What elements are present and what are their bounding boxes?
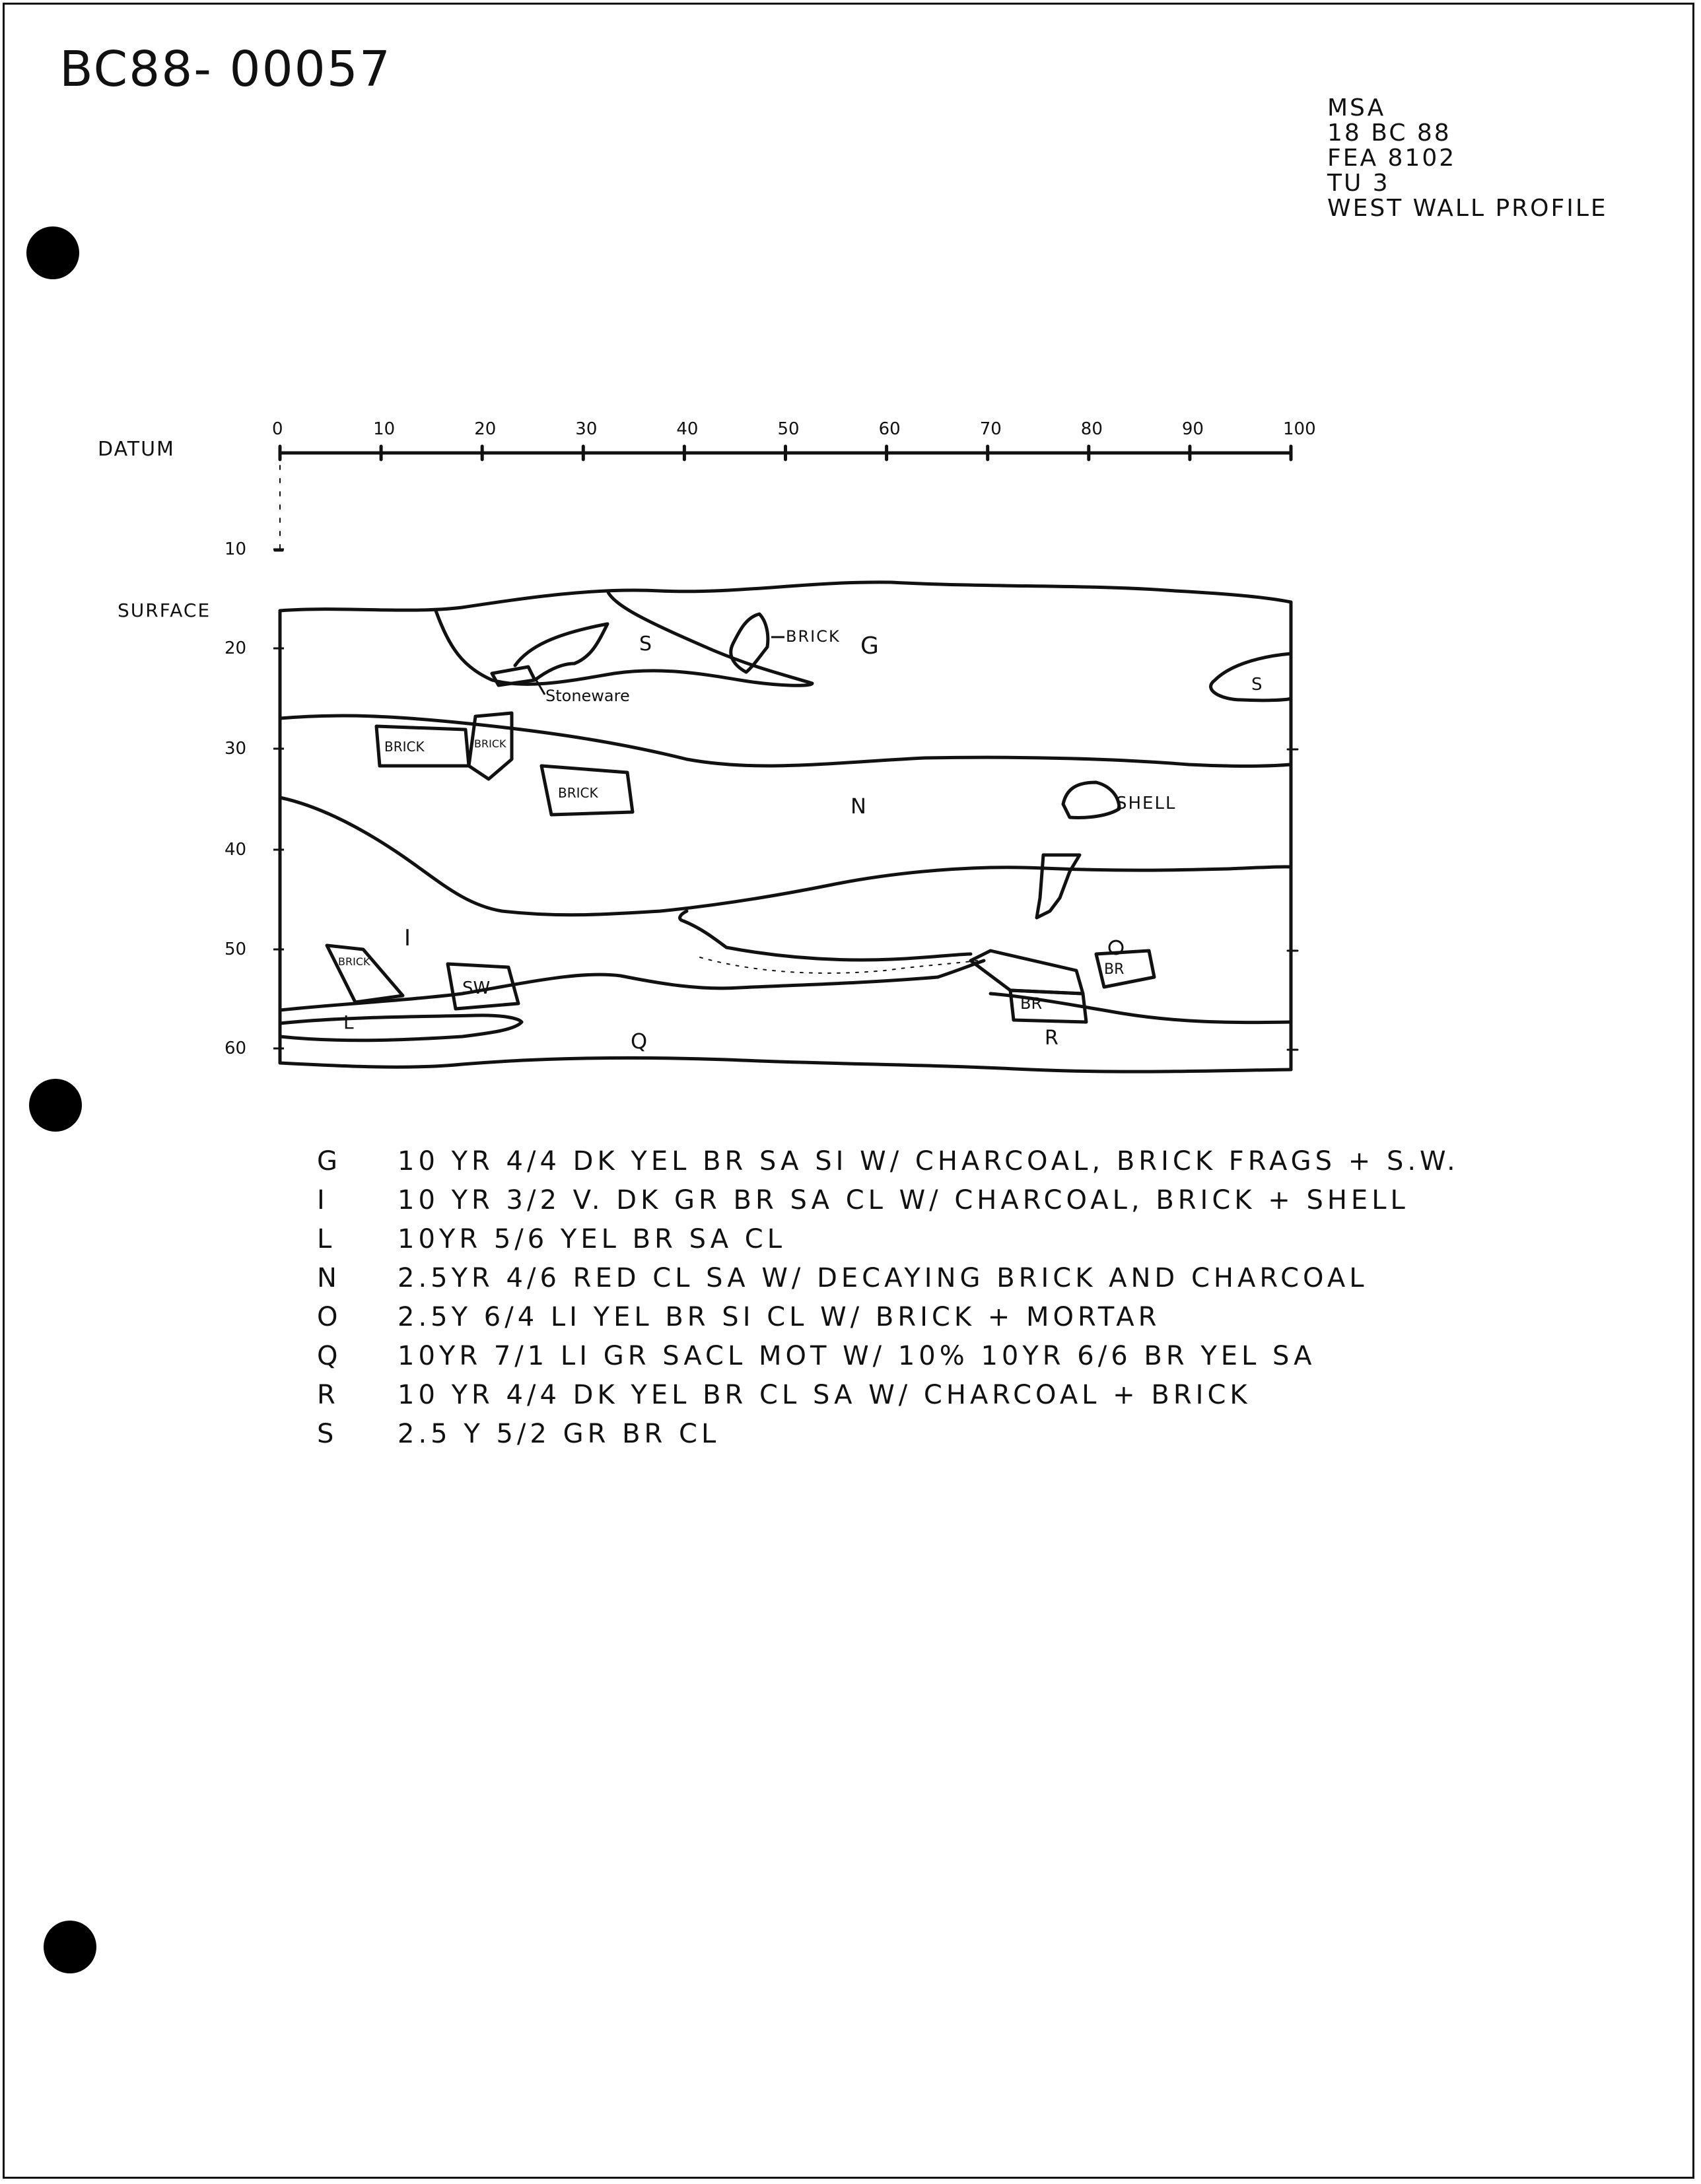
horizontal-tick-label: 0: [272, 419, 283, 439]
label-brick-top: BRICK: [786, 627, 841, 646]
legend-code: L: [317, 1224, 336, 1254]
horizontal-tick-label: 90: [1181, 419, 1204, 439]
horizontal-tick-label: 80: [1080, 419, 1103, 439]
label-sw: SW: [462, 978, 491, 998]
legend-code: Q: [317, 1341, 342, 1371]
surface-line: [280, 582, 1291, 611]
layer-boundary-O-wedge: [680, 911, 971, 960]
legend-description: 2.5YR 4/6 RED CL SA W/ DECAYING BRICK AND CHARCOAL: [398, 1263, 1368, 1293]
horizontal-tick-label: 50: [777, 419, 800, 439]
br-inclusion-lower-top: [971, 951, 1083, 994]
legend-description: 10 YR 4/4 DK YEL BR CL SA W/ CHARCOAL + BRICK: [398, 1380, 1251, 1410]
legend-code: N: [317, 1263, 341, 1293]
label-brick-lower-left: BRICK: [338, 955, 370, 968]
layer-boundary-I-Q-end: [938, 961, 984, 977]
horizontal-tick-label: 30: [575, 419, 598, 439]
header-line: 18 BC 88: [1327, 119, 1451, 147]
profile-bottom-line: [280, 1058, 1291, 1072]
legend-description: 2.5Y 6/4 LI YEL BR SI CL W/ BRICK + MORTAR: [398, 1302, 1161, 1332]
label-br-lower: BR: [1020, 994, 1043, 1013]
label-stoneware: Stoneware: [545, 687, 630, 705]
label-brick-left2: BRICK: [474, 737, 506, 750]
layer-label-G: G: [860, 632, 879, 660]
layer-label-L: L: [343, 1011, 354, 1033]
layer-label-N: N: [850, 794, 866, 819]
shell-inclusion: [1063, 782, 1119, 817]
vertical-tick-label: 10: [225, 539, 247, 559]
header-line: MSA: [1327, 94, 1386, 121]
stoneware-base: [492, 667, 535, 685]
surface-label: SURFACE: [118, 599, 211, 621]
layer-boundary-N-I: [280, 798, 1291, 915]
header-line: FEA 8102: [1327, 145, 1457, 172]
legend-description: 2.5 Y 5/2 GR BR CL: [398, 1419, 720, 1449]
brick-inclusion-column: [1037, 855, 1080, 918]
document-id: BC88- 00057: [59, 41, 392, 98]
layer-label-I: I: [404, 925, 411, 951]
legend-code: S: [317, 1419, 338, 1449]
layer-boundary-S-G: [436, 591, 812, 685]
vertical-tick-label: 40: [225, 840, 247, 860]
vertical-tick-label: 60: [225, 1039, 247, 1058]
horizontal-tick-label: 40: [676, 419, 699, 439]
brick-inclusion-lower-left: [327, 945, 403, 1002]
layer-label-S: S: [639, 632, 652, 656]
horizontal-tick-label: 20: [474, 419, 497, 439]
legend-description: 10 YR 3/2 V. DK GR BR SA CL W/ CHARCOAL, BRICK + SHELL: [398, 1185, 1409, 1215]
label-brick-center: BRICK: [558, 785, 598, 801]
layer-label-S-right: S: [1251, 675, 1263, 695]
layer-label-R: R: [1045, 1027, 1059, 1050]
label-br-small: BR: [1104, 961, 1125, 978]
layer-label-Q: Q: [631, 1029, 648, 1054]
legend-description: 10 YR 4/4 DK YEL BR SA SI W/ CHARCOAL, BRICK FRAGS + S.W.: [398, 1146, 1459, 1177]
legend-description: 10YR 5/6 YEL BR SA CL: [398, 1224, 786, 1254]
horizontal-tick-labels: [272, 419, 1316, 439]
legend-code: G: [317, 1146, 341, 1177]
header-line: WEST WALL PROFILE: [1327, 195, 1608, 222]
horizontal-tick-label: 70: [979, 419, 1002, 439]
vertical-tick-labels: [225, 539, 284, 1058]
vertical-tick-label: 30: [225, 739, 247, 759]
legend-code: R: [317, 1380, 339, 1410]
horizontal-tick-label: 100: [1283, 419, 1316, 439]
header-line: TU 3: [1327, 170, 1390, 197]
vertical-tick-label: 50: [225, 939, 247, 959]
legend-code: O: [317, 1302, 342, 1332]
legend-code: I: [317, 1185, 329, 1215]
layer-boundary-G-N: [280, 716, 1291, 766]
horizontal-tick-label: 10: [373, 419, 396, 439]
label-brick-left: BRICK: [384, 739, 425, 755]
legend-description: 10YR 7/1 LI GR SACL MOT W/ 10% 10YR 6/6 BR YEL SA: [398, 1341, 1316, 1371]
label-shell: SHELL: [1116, 794, 1177, 813]
layer-boundary-L: [280, 1015, 522, 1041]
vertical-tick-label: 20: [225, 638, 247, 658]
horizontal-tick-label: 60: [878, 419, 901, 439]
layer-boundary-I-Q: [280, 974, 938, 1010]
datum-label: DATUM: [98, 438, 175, 461]
